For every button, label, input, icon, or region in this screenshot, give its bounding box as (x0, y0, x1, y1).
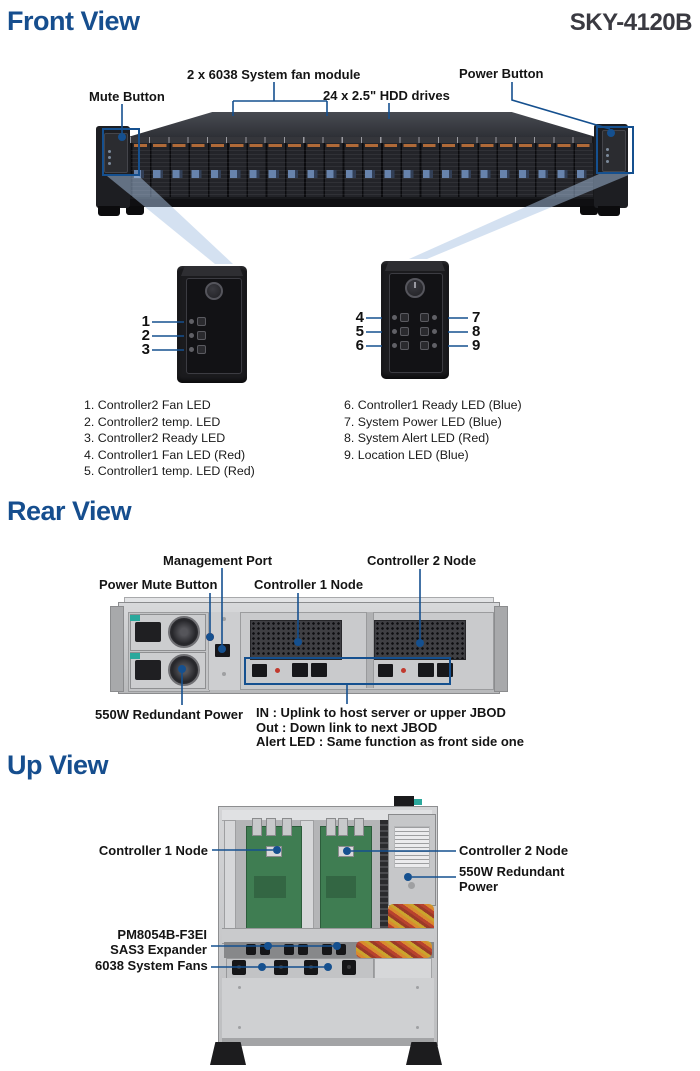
rack-foot (406, 1042, 442, 1065)
led-dot (108, 150, 111, 153)
fan-hub (347, 965, 351, 969)
expander-connector (336, 944, 346, 955)
led-dot (108, 156, 111, 159)
fan-hub (309, 965, 313, 969)
legend-item: 8. System Alert LED (Red) (344, 431, 490, 445)
legend-item: 5. Controller1 temp. LED (Red) (84, 464, 255, 478)
led-legend-right (344, 397, 522, 463)
board-connector (354, 818, 364, 836)
fan-icon (400, 313, 409, 322)
callout-controller2-node: Controller 2 Node (367, 553, 477, 568)
screw (222, 672, 226, 676)
sas-in-port (437, 663, 453, 677)
numbers-7-9-leaders (448, 318, 468, 346)
fan-module-bracket (233, 82, 327, 116)
location-led (432, 343, 437, 348)
expander-label-line1: PM8054B-F3EI (117, 927, 207, 942)
board-socket (266, 846, 282, 857)
screw (222, 617, 226, 621)
fan-hub (279, 965, 283, 969)
led-dot (606, 148, 609, 151)
callout-expander (95, 927, 207, 957)
callout-controller1-node: Controller 1 Node (254, 577, 364, 592)
rear-left-ear (110, 606, 124, 692)
drive-bay-latches (131, 170, 593, 178)
bottom-lid (222, 978, 434, 1038)
sas-in-port (292, 663, 308, 677)
board-patch (254, 876, 286, 898)
expander-connector (260, 944, 270, 955)
power-icon (405, 278, 425, 298)
port-notes (256, 706, 524, 750)
mute-icon (205, 282, 223, 300)
panel-number-9: 9 (472, 337, 481, 354)
fan-hub (237, 965, 241, 969)
psu-label-line1: 550W Redundant (459, 864, 565, 879)
fan-icon (197, 317, 206, 326)
callout-system-fans: 6038 System Fans (95, 958, 208, 973)
controller1-ready-led (392, 343, 397, 348)
legend-item: 9. Location LED (Blue) (344, 447, 469, 462)
expander-connector (284, 944, 294, 955)
legend-item: 4. Controller1 Fan LED (Red) (84, 447, 246, 462)
callout-power-mute-button: Power Mute Button (99, 577, 218, 592)
numbers-4-6-leaders (366, 318, 382, 346)
panel-number-5: 5 (355, 323, 364, 340)
sas-out-port (252, 664, 267, 677)
chassis-foot (98, 206, 120, 216)
led-dot (606, 160, 609, 163)
board-connector (282, 818, 292, 836)
bay-wall (224, 820, 236, 930)
system-alert-led (432, 329, 437, 334)
controller2-temp-led (189, 333, 194, 338)
screw (416, 986, 419, 989)
callout-power-button: Power Button (459, 66, 544, 81)
power-panel-zoom-top (385, 261, 445, 271)
callout-management-port: Management Port (163, 553, 273, 568)
teal-clip (414, 799, 422, 805)
front-power-panel (602, 130, 626, 172)
legend-item: 6. Controller1 Ready LED (Blue) (344, 398, 522, 412)
led-dot (606, 154, 609, 157)
mute-panel-zoom-top (181, 266, 243, 276)
psu-label-line2: Power (459, 879, 499, 894)
rear-right-ear (494, 606, 508, 692)
panel-number-7: 7 (472, 309, 481, 326)
legend-item: 1. Controller2 Fan LED (84, 398, 211, 412)
panel-number-1: 1 (141, 313, 150, 330)
location-icon (420, 341, 429, 350)
psu-label-sticker (394, 826, 430, 868)
alert-icon (420, 327, 429, 336)
bay-divider (366, 612, 374, 688)
port-note-out: Out : Down link to next JBOD (256, 719, 438, 735)
legend-item: 2. Controller2 temp. LED (84, 414, 221, 429)
board-connector (252, 818, 262, 836)
system-power-led (432, 315, 437, 320)
screw (416, 1026, 419, 1029)
alert-led-icon (275, 668, 280, 673)
board-socket (338, 846, 354, 857)
led-dot (108, 162, 111, 165)
front-mute-panel (104, 133, 128, 173)
controller1-grille (250, 620, 342, 660)
panel-number-4: 4 (355, 309, 364, 326)
legend-item: 7. System Power LED (Blue) (344, 414, 502, 429)
board-connector (338, 818, 348, 836)
expander-connector (246, 944, 256, 955)
rear-view-title: Rear View (7, 496, 132, 526)
sas-out-port (378, 664, 393, 677)
power-inlet (135, 660, 161, 680)
ready-icon (400, 341, 409, 350)
temp-icon (197, 331, 206, 340)
controller2-ready-led (189, 347, 194, 352)
psu-clip (130, 653, 140, 659)
bottom-bar (222, 1038, 434, 1046)
led-legend-left (84, 397, 255, 480)
legend-item: 3. Controller2 Ready LED (84, 431, 226, 445)
power-icon-bar (414, 282, 416, 288)
callout-hdd-drives: 24 x 2.5" HDD drives (323, 88, 450, 103)
port-note-alert: Alert LED : Same function as front side one (256, 734, 524, 749)
expander-label-line2: SAS3 Expander (110, 942, 207, 957)
up-view-title: Up View (7, 750, 109, 780)
callout-mute-button: Mute Button (89, 89, 165, 104)
psu-fan-icon (168, 654, 200, 686)
controller1-temp-led (392, 329, 397, 334)
system-power-icon (420, 313, 429, 322)
callout-up-psu (459, 864, 564, 894)
callout-550w-psu: 550W Redundant Power (95, 707, 244, 722)
board-connector (326, 818, 336, 836)
bay-wall (300, 820, 314, 930)
rack-foot (210, 1042, 246, 1065)
management-port-icon (215, 644, 230, 657)
callout-up-controller2: Controller 2 Node (459, 843, 569, 858)
port-note-in: IN : Uplink to host server or upper JBOD (256, 705, 506, 720)
callout-up-controller1: Controller 1 Node (98, 843, 208, 858)
ready-icon (197, 345, 206, 354)
panel-number-3: 3 (141, 341, 150, 358)
dark-slot-strip (380, 820, 388, 930)
expander-connector (298, 944, 308, 955)
sas-in-port (418, 663, 434, 677)
product-model: SKY-4120B (569, 9, 692, 36)
panel-number-2: 2 (141, 327, 150, 344)
power-mute-button-icon (206, 633, 214, 641)
callout-fan-module: 2 x 6038 System fan module (187, 67, 361, 82)
expander-cables (356, 941, 432, 958)
board-patch (326, 876, 356, 898)
expander-connector (322, 944, 332, 955)
side-panel (374, 958, 432, 980)
screw (238, 1026, 241, 1029)
board-connector (266, 818, 276, 836)
panel-number-8: 8 (472, 323, 481, 340)
alert-led-icon (401, 668, 406, 673)
front-chassis-bottom (128, 199, 596, 207)
temp-icon (400, 327, 409, 336)
drive-bay-orange-strips (131, 144, 593, 147)
front-view-title: Front View (7, 6, 140, 36)
controller1-fan-led (392, 315, 397, 320)
controller2-fan-led (189, 319, 194, 324)
sas-in-port (311, 663, 327, 677)
panel-number-6: 6 (355, 337, 364, 354)
chassis-foot (598, 206, 620, 216)
psu-clip (130, 615, 140, 621)
screw (238, 986, 241, 989)
front-chassis-top (128, 112, 596, 137)
psu-vent-hole (408, 882, 415, 889)
psu-fan-icon (168, 616, 200, 648)
controller2-grille (374, 620, 466, 660)
power-inlet (135, 622, 161, 642)
